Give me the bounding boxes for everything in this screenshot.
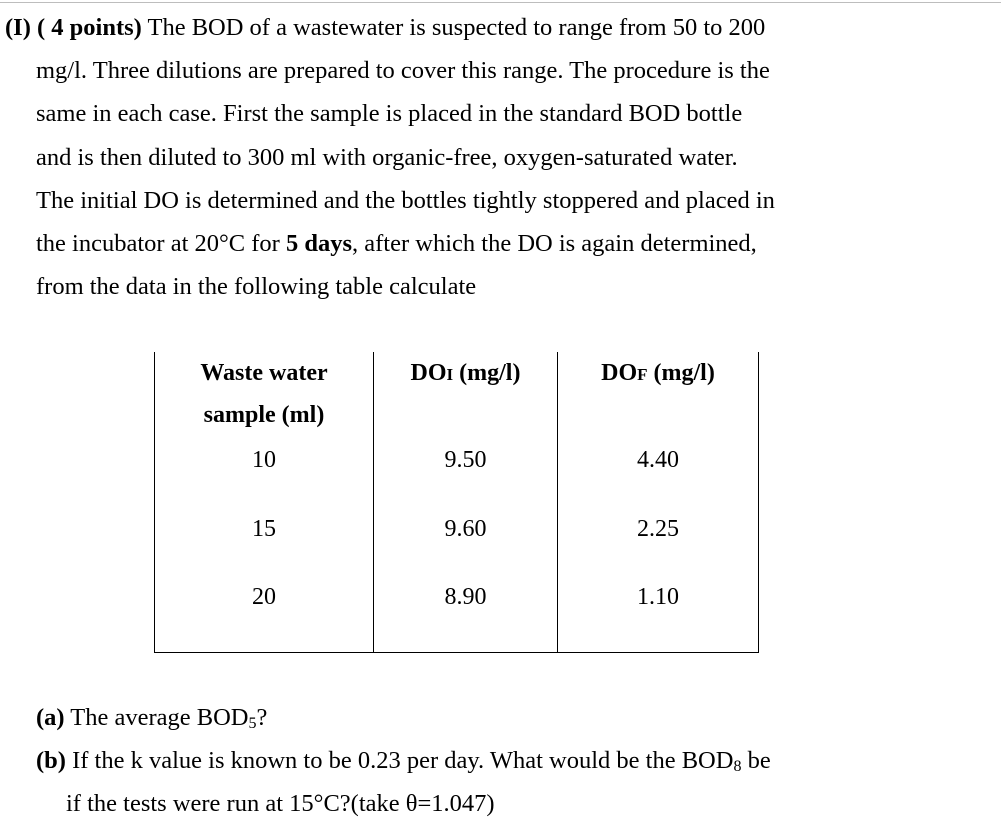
cell-dof: 2.25 <box>558 512 759 582</box>
cell-doi: 8.90 <box>374 582 558 653</box>
problem-line-3: same in each case. First the sample is placed in the standard BOD bottle <box>36 100 743 128</box>
problem-line-6-pre: the incubator at 20°C for <box>36 229 286 257</box>
question-b-subscript: 8 <box>733 758 742 776</box>
question-a-text: The average BOD <box>64 704 249 731</box>
header-sample-line2: sample (ml) <box>203 402 325 428</box>
header-dof <box>558 352 759 438</box>
top-rule <box>0 2 1001 3</box>
header-dof-main: DO <box>601 360 638 386</box>
question-b-end: be <box>741 747 771 775</box>
problem-points: ( 4 points) <box>36 14 142 41</box>
header-sample-line1: Waste water <box>200 360 328 386</box>
table-header-row <box>155 352 759 438</box>
problem-line-2: mg/l. Three dilutions are prepared to cover this range. The procedure is the <box>36 57 770 85</box>
question-a-label: (a) <box>36 704 65 731</box>
table-row <box>155 512 759 582</box>
header-doi-unit: (mg/l) <box>453 360 521 386</box>
cell-dof: 1.10 <box>558 582 759 653</box>
question-b <box>36 739 996 782</box>
table-row <box>155 438 759 512</box>
problem-text-1: The BOD of a wastewater is suspected to range from 50 to 200 <box>141 14 766 41</box>
problem-line-7: from the data in the following table calculate <box>36 273 477 301</box>
problem-label: (I) <box>5 14 31 41</box>
cell-dof: 4.40 <box>558 438 759 512</box>
header-dof-unit: (mg/l) <box>647 360 715 386</box>
problem-line-6-post: , after which the DO is again determined, <box>352 229 757 257</box>
header-sample <box>155 352 374 438</box>
question-b-label: (b) <box>36 747 66 775</box>
problem-line-4: and is then diluted to 300 ml with organic-free, oxygen-saturated water. <box>36 143 738 171</box>
incubation-days: 5 days <box>285 229 353 257</box>
question-a-subscript: 5 <box>248 715 257 732</box>
table-row <box>155 582 759 653</box>
problem-statement <box>5 6 995 308</box>
question-a <box>36 696 996 739</box>
questions <box>36 696 996 826</box>
header-dof-sub: F <box>637 365 648 384</box>
bod-data-table <box>154 352 759 653</box>
header-doi-main: DO <box>410 360 447 386</box>
question-a-end: ? <box>256 704 268 731</box>
header-doi-sub: I <box>446 365 454 384</box>
problem-line-6 <box>5 222 995 265</box>
problem-line-5: The initial DO is determined and the bottles tightly stoppered and placed in <box>36 186 775 214</box>
cell-sample: 15 <box>155 512 374 582</box>
problem-line-1 <box>5 6 995 49</box>
cell-doi: 9.50 <box>374 438 558 512</box>
question-b-text: If the k value is known to be 0.23 per day. What would be the BOD <box>65 747 734 775</box>
cell-doi: 9.60 <box>374 512 558 582</box>
question-b-line-2: if the tests were run at 15°C?(take θ=1.047) <box>66 790 495 818</box>
cell-sample: 10 <box>155 438 374 512</box>
header-doi <box>374 352 558 438</box>
cell-sample: 20 <box>155 582 374 653</box>
